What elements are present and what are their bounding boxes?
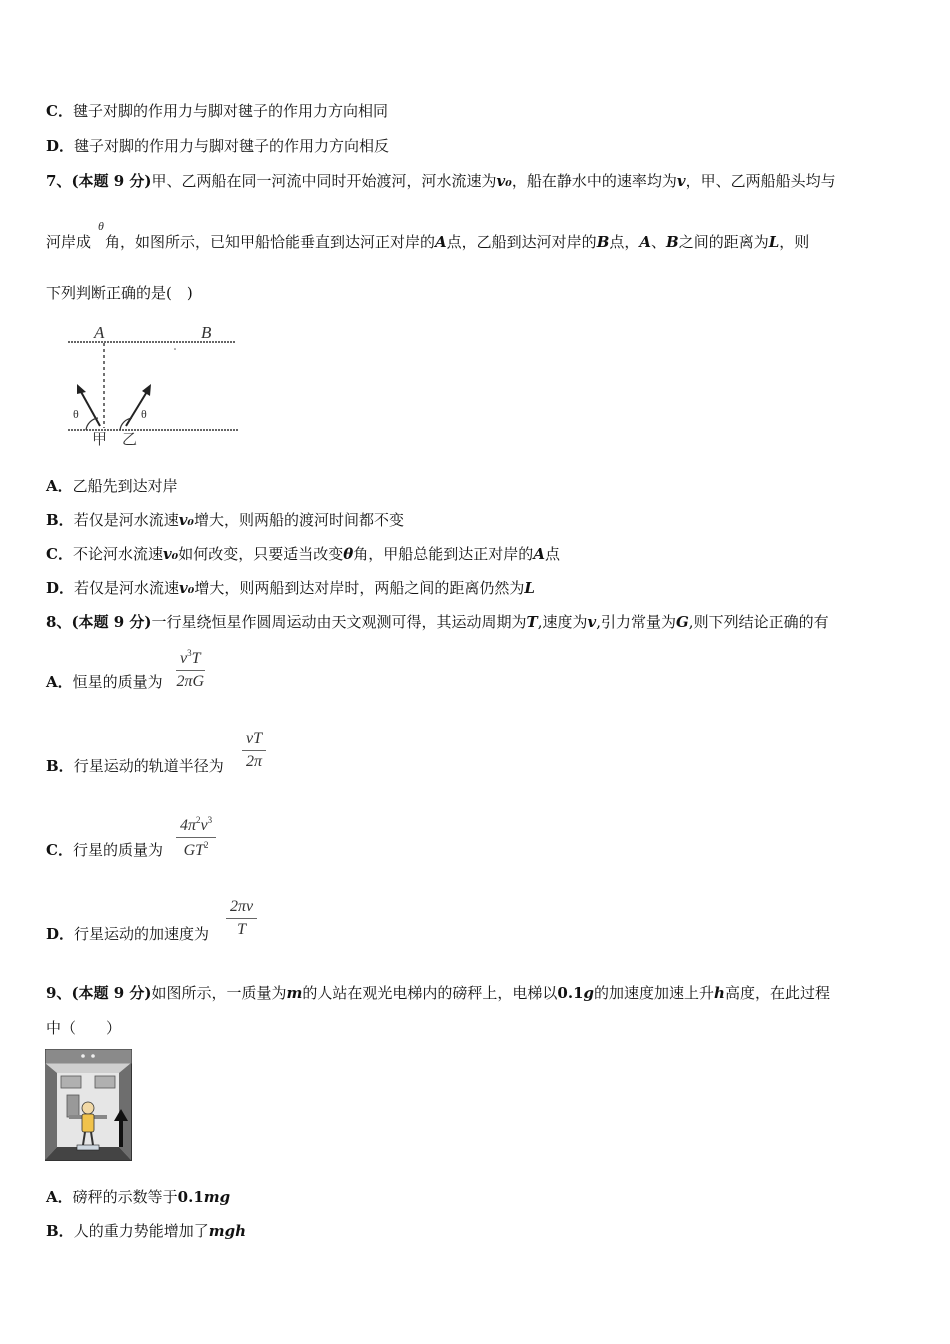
- var-mgh: mgh: [208, 1222, 246, 1240]
- stem-text: ,则下列结论正确的有: [688, 613, 829, 631]
- q7-stem-line2: [46, 232, 809, 252]
- var-v: v: [676, 172, 686, 190]
- option-label: D．: [46, 137, 75, 155]
- point-a: A: [533, 545, 545, 563]
- option-label: A．: [46, 1188, 73, 1206]
- option-label: B．: [46, 511, 74, 529]
- point-b: B: [666, 233, 679, 251]
- q8-option-a: [46, 672, 163, 692]
- fraction-numerator: vT: [246, 730, 262, 747]
- question-score: (本题 9 分): [71, 984, 152, 1002]
- stem-text: 高度，在此过程: [724, 984, 830, 1002]
- q9-stem-line2: [46, 1018, 121, 1038]
- var-mg: mg: [203, 1188, 231, 1206]
- option-text: 磅秤的示数等于: [72, 1188, 178, 1206]
- var-v0: v₀: [178, 511, 194, 529]
- q6-option-d: [46, 136, 389, 156]
- theta-symbol: θ: [98, 219, 104, 233]
- fraction-denominator: T: [237, 921, 247, 938]
- var-theta: θ: [343, 545, 354, 563]
- option-text: 行星运动的轨道半径为: [73, 757, 224, 775]
- option-text: 角，甲船总能到达正对岸的: [353, 545, 534, 563]
- q7-stem-line1: [46, 171, 836, 191]
- stem-text: 点，: [609, 233, 640, 251]
- q6-option-c: [46, 101, 388, 121]
- q8-option-b: [46, 756, 224, 776]
- q7-option-c: [46, 544, 560, 564]
- option-text: 点: [544, 545, 560, 563]
- fraction-acceleration: [226, 898, 257, 939]
- var-h: h: [714, 984, 725, 1002]
- stem-text: 角，如图所示，已知甲船恰能垂直到达河正对岸的: [105, 233, 436, 251]
- value-acc: 0.1: [557, 984, 584, 1002]
- var-m: m: [286, 984, 303, 1002]
- q7-option-b: [46, 510, 404, 530]
- fraction-numerator: [176, 648, 205, 670]
- option-text: 增大，则两船的渡河时间都不变: [194, 511, 405, 529]
- exponent: 2: [196, 815, 201, 825]
- option-label: B．: [46, 1222, 74, 1240]
- stem-text: ，甲、乙两船船头均与: [685, 172, 836, 190]
- option-text: 恒星的质量为: [72, 673, 163, 691]
- value-number: 0.1: [177, 1188, 204, 1206]
- exponent: 3: [187, 648, 192, 658]
- option-text: 行星的质量为: [72, 841, 163, 859]
- stem-text: ，则: [779, 233, 810, 251]
- question-number: 9、: [46, 984, 72, 1002]
- option-text: 毽子对脚的作用力与脚对毽子的作用力方向相反: [74, 137, 390, 155]
- option-label: A．: [46, 673, 73, 691]
- stem-text: ，船在静水中的速率均为: [511, 172, 677, 190]
- fraction-planet-mass: [176, 815, 216, 860]
- var-v0: v₀: [162, 545, 179, 563]
- stem-text: ,速度为: [537, 613, 588, 631]
- num-t: T: [191, 650, 201, 667]
- label-jia: 甲: [92, 432, 108, 448]
- boat-jia-velocity-arrow: [80, 390, 100, 426]
- question-score: (本题 9 分): [71, 613, 152, 631]
- var-l: L: [768, 233, 780, 251]
- stem-text: 一行星绕恒星作圆周运动由天文观测可得，其运动周期为: [151, 613, 527, 631]
- q9-option-a: [46, 1187, 230, 1207]
- question-number: 8、: [46, 613, 72, 631]
- stem-text: 的人站在观光电梯内的磅秤上，电梯以: [302, 984, 558, 1002]
- stem-text: 中（ ）: [46, 1019, 122, 1037]
- q8-option-d: [46, 924, 209, 944]
- option-text: 人的重力势能增加了: [73, 1222, 209, 1240]
- stem-text: ,引力常量为: [596, 613, 676, 631]
- fraction-numerator: 2πv: [230, 898, 254, 915]
- point-a: A: [435, 233, 447, 251]
- fraction-denominator: 2πG: [176, 673, 205, 690]
- q8-stem: [46, 612, 829, 632]
- label-yi: 乙: [122, 432, 138, 448]
- stem-text: 之间的距离为: [678, 233, 769, 251]
- option-text: 增大，则两船到达对岸时，两船之间的距离仍然为: [194, 579, 525, 597]
- stem-text: 下列判断正确的是( ): [46, 284, 193, 302]
- point-b: B: [596, 233, 610, 251]
- option-text: 如何改变，只要适当改变: [178, 545, 344, 563]
- person-body: [82, 1114, 94, 1132]
- var-l: L: [524, 579, 535, 597]
- person-head: [82, 1102, 94, 1114]
- num-v: v: [180, 650, 188, 667]
- num-v: v: [200, 817, 208, 834]
- option-label: C．: [46, 102, 73, 120]
- stem-text: 、: [651, 233, 667, 251]
- option-label: D．: [46, 925, 75, 943]
- var-g: G: [675, 613, 689, 631]
- option-label: B．: [46, 757, 74, 775]
- point-a: A: [639, 233, 652, 251]
- q9-option-b: [46, 1221, 246, 1241]
- fraction-orbit-radius: [242, 730, 266, 771]
- stem-text: 甲、乙两船在同一河流中同时开始渡河，河水流速为: [151, 172, 497, 190]
- exponent: 3: [207, 815, 213, 825]
- option-label: C．: [46, 545, 73, 563]
- elevator-figure: [45, 1049, 132, 1161]
- option-text: 不论河水流速: [72, 545, 163, 563]
- option-label: A．: [46, 477, 73, 495]
- river-boats-figure: [60, 318, 245, 448]
- fraction-denominator: 2π: [245, 753, 262, 770]
- figure-dot: [174, 348, 176, 350]
- theta-label-jia: θ: [73, 407, 79, 421]
- option-text: 行星运动的加速度为: [74, 925, 210, 943]
- q9-stem-line1: [46, 983, 830, 1003]
- option-text: 毽子对脚的作用力与脚对毽子的作用力方向相同: [72, 102, 388, 120]
- fraction-star-mass: [176, 648, 205, 691]
- stem-text: 如图所示，一质量为: [151, 984, 287, 1002]
- option-text: 乙船先到达对岸: [72, 477, 178, 495]
- den-gt: GT: [183, 842, 205, 859]
- var-v0: v₀: [496, 172, 512, 190]
- question-score: (本题 9 分): [71, 172, 152, 190]
- q7-option-a: [46, 476, 178, 496]
- exponent: 2: [204, 840, 209, 850]
- fraction-numerator: [176, 815, 216, 837]
- option-label: D．: [46, 579, 75, 597]
- var-t: T: [526, 613, 538, 631]
- var-v: v: [587, 613, 597, 631]
- option-text: 若仅是河水流速: [74, 579, 180, 597]
- q7-option-d: [46, 578, 535, 598]
- stem-text: 点，乙船到达河对岸的: [446, 233, 597, 251]
- stem-text: 河岸成: [46, 233, 92, 251]
- fraction-denominator: [176, 838, 216, 860]
- label-b: B: [201, 323, 212, 342]
- scale: [77, 1145, 99, 1150]
- arrowhead-jia: [77, 384, 86, 394]
- theta-label-yi: θ: [141, 407, 147, 421]
- label-a: A: [94, 323, 105, 342]
- q8-option-c: [46, 840, 163, 860]
- stem-text: 的加速度加速上升: [594, 984, 715, 1002]
- var-v0: v₀: [179, 579, 195, 597]
- option-text: 若仅是河水流速: [73, 511, 179, 529]
- num-4pi: 4π: [180, 817, 197, 834]
- var-g: g: [583, 984, 595, 1002]
- question-number: 7、: [46, 172, 72, 190]
- option-label: C．: [46, 841, 73, 859]
- q7-stem-line3: [46, 283, 193, 303]
